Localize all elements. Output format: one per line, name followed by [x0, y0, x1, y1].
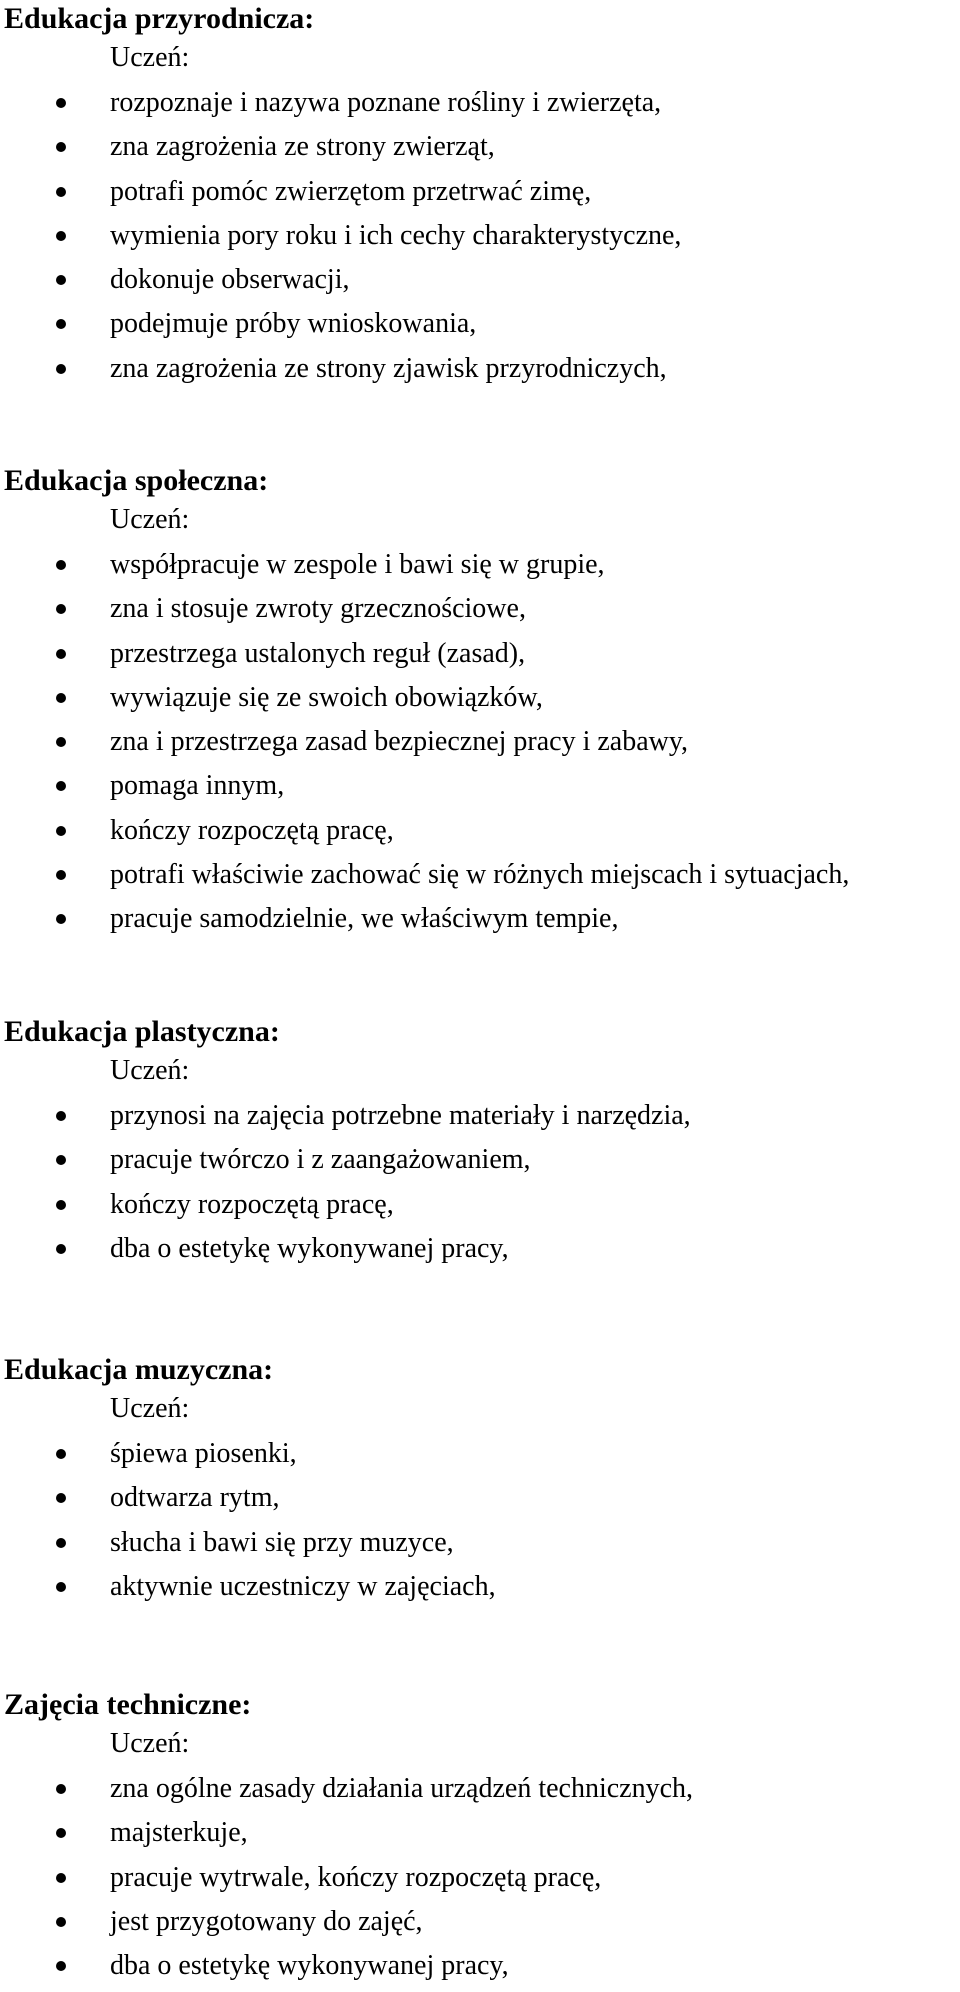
bullet-icon: [56, 1493, 66, 1503]
list-item-text: potrafi pomóc zwierzętom przetrwać zimę,: [110, 175, 592, 207]
list-item-text: aktywnie uczestniczy w zajęciach,: [110, 1570, 496, 1602]
bullet-icon: [56, 781, 66, 791]
section-heading: Edukacja plastyczna:: [4, 1015, 280, 1048]
bullet-icon: [56, 914, 66, 924]
bullet-icon: [56, 98, 66, 108]
section-heading: Edukacja przyrodnicza:: [4, 2, 315, 35]
list-item-text: przestrzega ustalonych reguł (zasad),: [110, 637, 526, 669]
section-heading: Edukacja muzyczna:: [4, 1353, 274, 1386]
bullet-icon: [56, 560, 66, 570]
section-subtitle: Uczeń:: [110, 1055, 190, 1086]
bullet-icon: [56, 693, 66, 703]
list-item-text: podejmuje próby wnioskowania,: [110, 308, 477, 340]
list-item-text: rozpoznaje i nazywa poznane rośliny i zwierzęta,: [110, 87, 662, 118]
bullet-icon: [56, 364, 66, 374]
bullet-icon: [56, 1111, 66, 1121]
section-subtitle: Uczeń:: [110, 1728, 190, 1759]
list-item-text: zna ogólne zasady działania urządzeń technicznych,: [110, 1773, 694, 1804]
bullet-icon: [56, 319, 66, 329]
bullet-icon: [56, 1873, 66, 1883]
list-item-text: kończy rozpoczętą pracę,: [110, 1188, 394, 1220]
section-heading: Edukacja społeczna:: [4, 464, 269, 497]
bullet-icon: [56, 870, 66, 880]
bullet-icon: [56, 231, 66, 241]
section-subtitle: Uczeń:: [110, 1393, 190, 1424]
list-item-text: kończy rozpoczętą pracę,: [110, 814, 394, 846]
list-item-text: przynosi na zajęcia potrzebne materiały i narzędzia,: [110, 1100, 691, 1131]
list-item-text: dba o estetykę wykonywanej pracy,: [110, 1232, 509, 1264]
list-item-text: współpracuje w zespole i bawi się w grupie,: [110, 549, 605, 580]
list-item-text: zna i stosuje zwroty grzecznościowe,: [110, 593, 526, 625]
bullet-icon: [56, 649, 66, 659]
bullet-icon: [56, 1582, 66, 1592]
bullet-icon: [56, 737, 66, 747]
list-item-text: odtwarza rytm,: [110, 1482, 280, 1514]
bullet-icon: [56, 275, 66, 285]
bullet-icon: [56, 142, 66, 152]
list-item-text: pomaga innym,: [110, 770, 285, 802]
bullet-icon: [56, 1538, 66, 1548]
bullet-icon: [56, 826, 66, 836]
list-item-text: dokonuje obserwacji,: [110, 264, 350, 296]
bullet-icon: [56, 1917, 66, 1927]
list-item-text: jest przygotowany do zajęć,: [110, 1905, 423, 1937]
bullet-icon: [56, 1244, 66, 1254]
list-item-text: majsterkuje,: [110, 1817, 248, 1849]
bullet-icon: [56, 187, 66, 197]
list-item-text: dba o estetykę wykonywanej pracy,: [110, 1950, 509, 1982]
list-item-text: śpiewa piosenki,: [110, 1438, 297, 1469]
list-item-text: słucha i bawi się przy muzyce,: [110, 1526, 454, 1558]
list-item-text: wymienia pory roku i ich cechy charakterystyczne,: [110, 219, 682, 251]
bullet-icon: [56, 1200, 66, 1210]
list-item-text: zna zagrożenia ze strony zjawisk przyrodniczych,: [110, 352, 667, 384]
bullet-icon: [56, 1828, 66, 1838]
list-item-text: wywiązuje się ze swoich obowiązków,: [110, 681, 543, 713]
list-item-text: zna i przestrzega zasad bezpiecznej pracy i zabawy,: [110, 726, 689, 758]
list-item-text: pracuje wytrwale, kończy rozpoczętą pracę,: [110, 1861, 602, 1893]
bullet-icon: [56, 1155, 66, 1165]
section-subtitle: Uczeń:: [110, 42, 190, 73]
section-subtitle: Uczeń:: [110, 504, 190, 535]
bullet-icon: [56, 604, 66, 614]
list-item-text: pracuje samodzielnie, we właściwym tempie,: [110, 903, 619, 935]
bullet-icon: [56, 1449, 66, 1459]
list-item-text: pracuje twórczo i z zaangażowaniem,: [110, 1144, 531, 1176]
list-item-text: zna zagrożenia ze strony zwierząt,: [110, 131, 495, 163]
bullet-icon: [56, 1961, 66, 1971]
bullet-icon: [56, 1784, 66, 1794]
section-heading: Zajęcia techniczne:: [4, 1688, 252, 1721]
list-item-text: potrafi właściwie zachować się w różnych miejscach i sytuacjach,: [110, 859, 850, 891]
